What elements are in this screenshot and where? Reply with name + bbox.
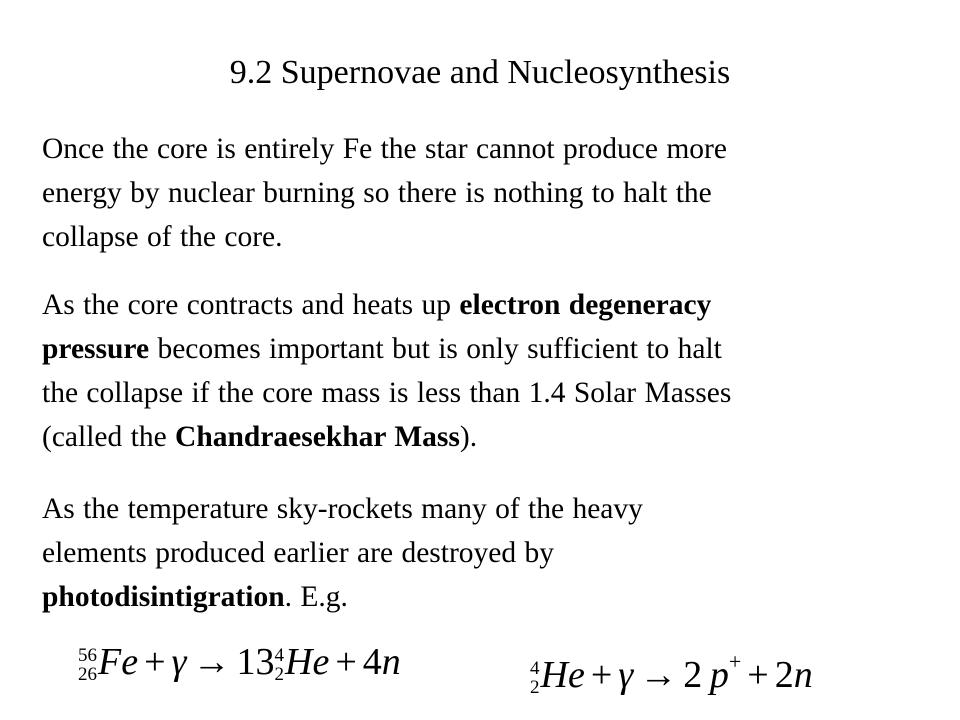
helium-mass-number: 4: [274, 645, 284, 667]
paragraph-line: the collapse if the core mass is less than 1.4 Solar Masses: [42, 377, 732, 409]
helium-atomic-number: 2: [530, 677, 540, 699]
text-run: ).: [459, 421, 478, 453]
proton-charge: +: [728, 649, 742, 674]
neutron-symbol: n: [381, 641, 401, 683]
iron-mass-number: 56: [78, 645, 97, 667]
bold-term-electron-degeneracy: electron degeneracy: [459, 289, 712, 321]
equation-iron-photodisintegration: [78, 632, 401, 692]
paragraph-line: [42, 283, 942, 327]
helium-coefficient: 13: [236, 641, 275, 683]
text-run: (called the: [42, 421, 176, 453]
equation-helium-photodisintegration: [530, 632, 813, 699]
paragraph-line: [42, 415, 942, 459]
helium-symbol: He: [285, 641, 330, 683]
neutron-symbol: n: [793, 654, 813, 696]
iron-symbol: Fe: [98, 641, 139, 683]
paragraph-photodisintegration: [42, 487, 942, 619]
helium-mass-number: 4: [530, 658, 540, 680]
text-run: becomes important but is only sufficient to halt: [149, 333, 722, 365]
neutron-coefficient: 2: [774, 654, 794, 696]
paragraph-line: [42, 575, 942, 619]
gamma-symbol: γ: [171, 641, 187, 683]
helium-atomic-number: 2: [274, 664, 284, 686]
paragraph-degeneracy: [42, 283, 942, 459]
text-run: . E.g.: [284, 581, 348, 613]
paragraph-line: [42, 327, 942, 371]
helium-nuclide-numbers: [275, 646, 285, 684]
arrow-icon: →: [639, 654, 678, 696]
iron-atomic-number: 26: [78, 664, 97, 686]
paragraph-fe-core: [42, 127, 942, 259]
gamma-symbol: γ: [618, 654, 634, 696]
plus-sign: +: [590, 654, 613, 696]
plus-sign: +: [144, 641, 166, 683]
helium-symbol: He: [540, 654, 585, 696]
bold-term-photodisintigration: photodisintigration: [42, 581, 285, 613]
paragraph-line: energy by nuclear burning so there is nothing to halt the: [42, 177, 712, 209]
iron-nuclide-numbers: [78, 646, 97, 684]
paragraph-line: elements produced earlier are destroyed by: [42, 537, 555, 569]
plus-sign: +: [335, 641, 357, 683]
proton-coefficient: 2: [683, 654, 703, 696]
text-run: As the core contracts and heats up: [42, 289, 460, 321]
paragraph-line: As the temperature sky-rockets many of the heavy: [42, 493, 643, 525]
slide-title: 9.2 Supernovae and Nucleosynthesis: [229, 54, 731, 91]
plus-sign: +: [747, 654, 769, 696]
paragraph-line: Once the core is entirely Fe the star cannot produce more: [42, 133, 727, 165]
arrow-icon: →: [192, 641, 231, 683]
helium-nuclide-numbers: [530, 659, 540, 697]
proton-symbol: p: [709, 654, 729, 696]
neutron-coefficient: 4: [362, 641, 382, 683]
bold-term-pressure: pressure: [42, 333, 150, 365]
paragraph-line: collapse of the core.: [42, 221, 283, 253]
bold-term-chandrasekhar-mass: Chandraesekhar Mass: [175, 421, 460, 453]
